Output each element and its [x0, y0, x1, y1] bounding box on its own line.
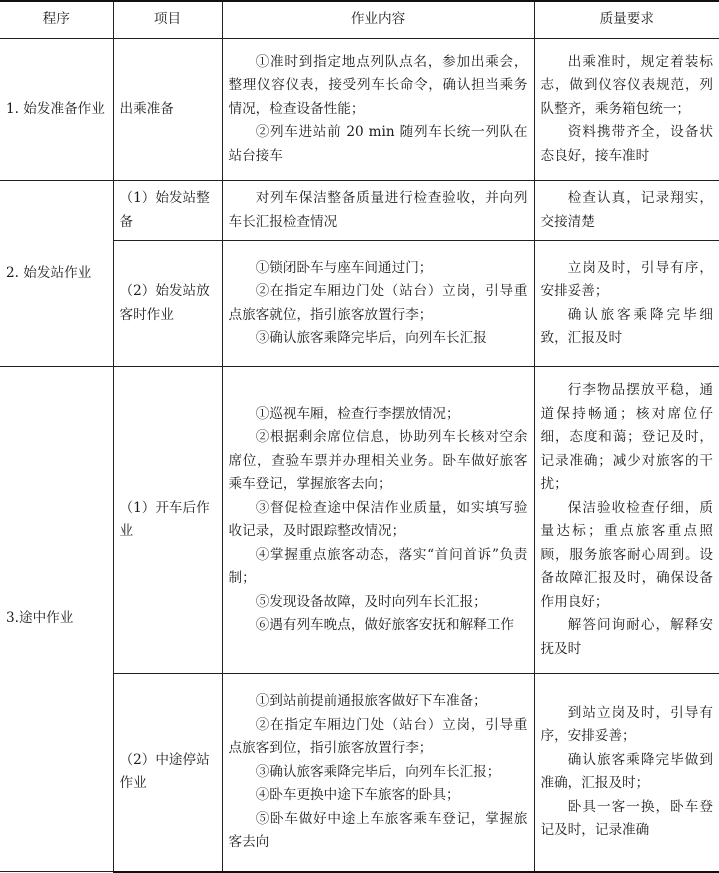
content-line: ③确认旅客乘降完毕后，向列车长汇报； — [255, 763, 501, 780]
content-line: ③确认旅客乘降完毕后，向列车长汇报 — [255, 330, 487, 346]
quality-cell — [534, 674, 719, 872]
item-cell: （1）开车后作业 — [113, 367, 222, 674]
procedure-cell: 3.途中作业 — [0, 367, 113, 872]
content-line: 对列车保洁整备质量进行检查验收，并向列车长汇报检查情况 — [228, 190, 528, 230]
content-line: ①锁闭卧车与座车间通过门； — [255, 259, 433, 276]
content-line: ②在指定车厢边门处（站台）立岗，引导重点旅客就位，指引旅客放置行李； — [228, 283, 528, 323]
procedure-cell: 2. 始发站作业 — [0, 181, 113, 367]
quality-line: 资料携带齐全，设备状态良好，接车准时 — [540, 124, 713, 164]
content-line: ⑥遇有列车晚点，做好旅客安抚和解释工作 — [255, 617, 514, 633]
quality-cell — [534, 39, 719, 181]
header-procedure: 程序 — [0, 1, 113, 39]
quality-cell — [534, 241, 719, 367]
content-line: ④卧车更换中途下车旅客的卧具； — [255, 787, 460, 803]
quality-line: 检查认真，记录翔实，交接清楚 — [540, 190, 713, 230]
quality-cell — [534, 367, 719, 674]
quality-line: 到站立岗及时，引导有序，安排妥善； — [540, 704, 713, 745]
content-cell — [222, 367, 534, 674]
table-row — [0, 39, 719, 181]
quality-line: 确认旅客乘降完毕细致，汇报及时 — [540, 306, 713, 346]
item-cell: （1）始发站整备 — [113, 181, 222, 241]
header-content: 作业内容 — [222, 1, 534, 39]
content-line: ③督促检查途中保洁作业质量，如实填写验收记录，及时跟踪整改情况； — [228, 499, 528, 539]
content-cell — [222, 181, 534, 241]
content-line: ①到站前提前通报旅客做好下车准备； — [255, 693, 487, 709]
quality-line: 卧具一客一换，卧车登记及时，记录准确 — [540, 798, 713, 839]
quality-line: 保洁验收检查仔细，质量达标；重点旅客重点照顾，服务旅客耐心周到。设备故障汇报及时，确保设备作用良好； — [540, 499, 713, 610]
content-line: ②根据剩余席位信息，协助列车长核对空余席位，查验车票并办理相关业务。卧车做好旅客乘车登记，掌握旅客去向； — [228, 429, 528, 492]
item-cell: 出乘准备 — [113, 39, 222, 181]
table-header-row — [0, 1, 719, 39]
content-line: ①准时到指定地点列队点名，参加出乘会，整理仪容仪表，接受列车长命令，确认担当乘务情况，检查设备性能； — [228, 53, 528, 117]
content-cell — [222, 674, 534, 872]
procedure-cell: 1. 始发准备作业 — [0, 39, 113, 181]
item-cell: （2）中途停站作业 — [113, 674, 222, 872]
table-row — [0, 181, 719, 241]
quality-line: 行李物品摆放平稳，通道保持畅通；核对席位仔细，态度和蔼；登记及时，记录准确；减少对旅客的干扰； — [540, 382, 713, 492]
content-line: ⑤卧车做好中途上车旅客乘车登记，掌握旅客去向 — [228, 810, 528, 850]
quality-line: 立岗及时，引导有序，安排妥善； — [540, 259, 713, 299]
header-quality: 质量要求 — [534, 1, 719, 39]
quality-line: 出乘准时，规定着装标志，做到仪容仪表规范，列队整齐，乘务箱包统一； — [540, 53, 713, 117]
table-row — [0, 367, 719, 674]
quality-cell — [534, 181, 719, 241]
quality-line: 解答问询耐心，解释安抚及时 — [540, 617, 713, 657]
header-item: 项目 — [113, 1, 222, 39]
content-line: ②在指定车厢边门处（站台）立岗，引导重点旅客到位，指引旅客放置行李； — [228, 716, 528, 756]
content-line: ⑤发现设备故障，及时向列车长汇报； — [255, 593, 487, 610]
content-cell — [222, 241, 534, 367]
quality-line: 确认旅客乘降完毕做到准确，汇报及时； — [540, 751, 713, 792]
content-line: ①巡视车厢，检查行李摆放情况； — [255, 405, 460, 422]
item-cell: （2）始发站放客时作业 — [113, 241, 222, 367]
content-cell — [222, 39, 534, 181]
content-line: ④掌握重点旅客动态，落实“首问首诉”负责制； — [228, 546, 528, 586]
content-line: ②列车进站前 20 min 随列车长统一列队在站台接车 — [228, 124, 528, 164]
